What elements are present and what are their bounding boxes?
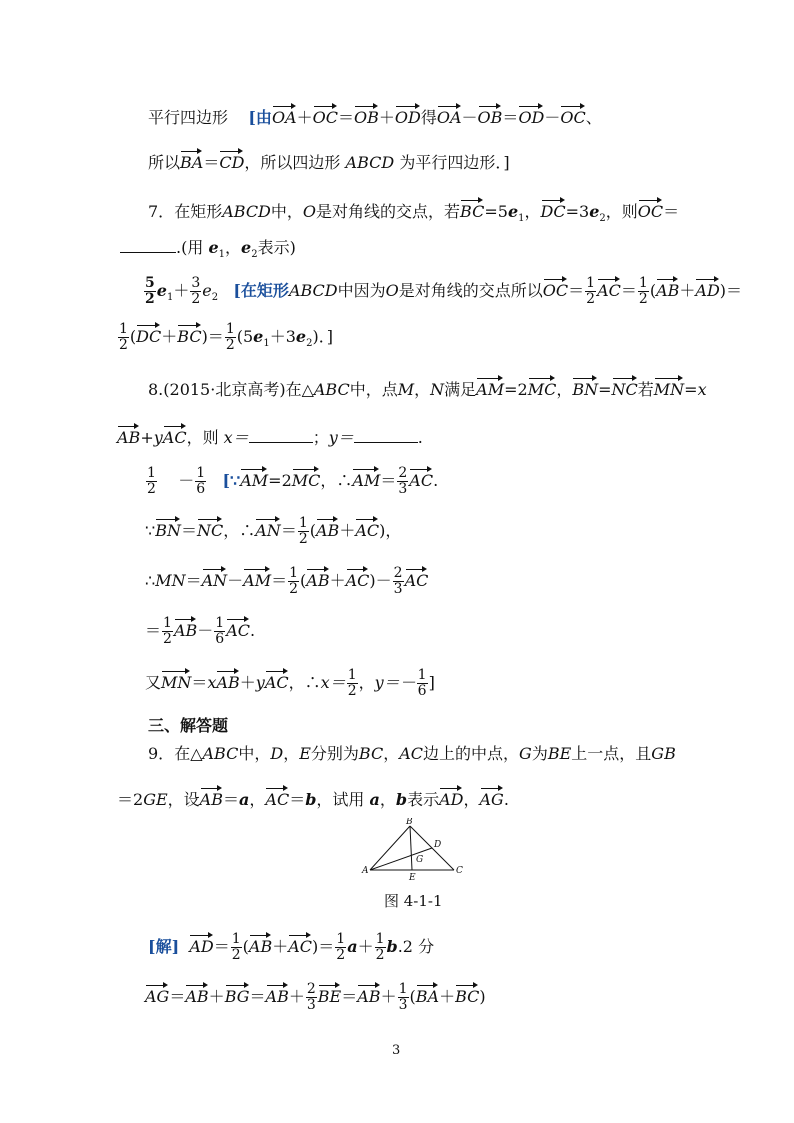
q7-o: O xyxy=(302,202,317,221)
q8-you: 又 xyxy=(145,673,162,692)
vector-symbol: OC xyxy=(638,198,663,220)
fraction: $\frac{2}{3}$ xyxy=(393,565,403,597)
q8-answer-line5: 又MN＝xAB＋yAC，∴x＝ $\frac{1}{2}$ ，y＝－ $\frac{1}{6}$ ] xyxy=(145,667,435,699)
vector-symbol: AC xyxy=(265,669,289,691)
q7-rect: ABCD xyxy=(288,281,338,300)
q7-eq: =5 xyxy=(484,202,508,221)
vector-symbol: AM xyxy=(243,567,271,589)
q8-therefore: ∴ xyxy=(239,521,256,540)
vector-symbol: MN xyxy=(161,669,191,691)
fraction: $\frac{1}{2}$ xyxy=(231,931,241,963)
q6-answer-label: 平行四边形 xyxy=(148,108,229,127)
q8-point: M xyxy=(397,380,415,399)
fraction: $\frac{1}{6}$ xyxy=(196,465,206,497)
quad-name: ABCD xyxy=(345,153,395,172)
vector-symbol: AM xyxy=(476,376,504,398)
q8-answer-line3: ∴MN＝AN－AM＝ $\frac{1}{2}$ (AB＋AC)－ $\frac{2}{3}$ AC xyxy=(145,565,429,597)
vector-symbol: MC xyxy=(528,376,557,398)
q8-text: ，则 xyxy=(186,428,219,447)
q9-text: ， xyxy=(383,744,400,763)
q8-answer-line1: $\frac{1}{2}$ － $\frac{1}{6}$ [∵AM=2MC，∴AM＝ $\frac{2}{3}$ AC. xyxy=(147,465,439,497)
q9-text: 表示 xyxy=(407,790,440,809)
q9-line2: ＝2GE，设AB＝a，AC＝b，试用 a，b表示AD，AG. xyxy=(117,786,509,810)
q7-hint: .(用 xyxy=(176,238,204,257)
vector-symbol: AB xyxy=(316,517,339,539)
vector-symbol: NC xyxy=(612,376,638,398)
q9-line1 xyxy=(148,744,676,764)
text-end: 为平行四边形．] xyxy=(399,153,510,172)
q7-answer-line1: $\frac{5}{2}$ $e_1+$ $\frac{3}{2}$ $e_2$ [在矩形ABCD中因为O是对角线的交点所以OC＝ $\frac{1}{2}$ AC＝ $\frac{1}{2}$ (AB＋AD)＝ xyxy=(145,275,743,307)
q7-ans-text: )．] xyxy=(312,327,333,346)
bracket-open: [由 xyxy=(248,108,272,127)
q9-a: a xyxy=(369,790,380,809)
vector-symbol: OB xyxy=(478,104,503,126)
q8-text: 中，点 xyxy=(349,380,398,399)
q7-hint: 表示) xyxy=(257,238,296,257)
q8-therefore: ∴ xyxy=(336,471,353,490)
vector-symbol: AB xyxy=(656,277,679,299)
q7-number: 7． xyxy=(148,202,175,221)
label-c: C xyxy=(456,866,463,876)
q8-therefore: ∴ xyxy=(304,673,321,692)
label-a: A xyxy=(362,866,369,876)
q8-text: 满足 xyxy=(444,380,477,399)
q9-text: ＝2 xyxy=(117,790,144,809)
q9-text: 边上的中点， xyxy=(423,744,520,763)
q8-line1 xyxy=(148,376,707,400)
q7-text: 是对角线的交点，若 xyxy=(316,202,461,221)
figure-caption: 图 4-1-1 xyxy=(384,892,443,910)
vector-symbol: BC xyxy=(460,198,484,220)
section-title: 三、解答题 xyxy=(148,716,229,735)
fraction: $\frac{1}{6}$ xyxy=(417,667,427,699)
fraction: $\frac{1}{6}$ xyxy=(215,615,225,647)
q8-x-ans: x＝ xyxy=(320,673,346,692)
q7-text: 中， xyxy=(270,202,303,221)
q7-ans-text: ＋3 xyxy=(269,327,296,346)
vector-symbol: AB xyxy=(185,983,208,1005)
vector-symbol: AG xyxy=(480,786,504,808)
vector-symbol: OB xyxy=(354,104,379,126)
q9-d: D xyxy=(270,744,284,763)
vector-symbol: AB xyxy=(266,983,289,1005)
q8-x: x xyxy=(697,380,707,399)
q8-answer-line4: ＝ $\frac{1}{2}$ AB－ $\frac{1}{6}$ AC. xyxy=(145,615,256,647)
fraction: $\frac{1}{2}$ xyxy=(225,321,235,353)
vector-symbol: AC xyxy=(409,467,433,489)
vector-symbol: OD xyxy=(518,104,544,126)
q9-ge: GE xyxy=(143,790,168,809)
vector-symbol: AG xyxy=(145,983,169,1005)
text-so: ，所以四边形 xyxy=(244,153,341,172)
vector-symbol: AN xyxy=(255,517,281,539)
q8-plus: + xyxy=(140,428,154,447)
vector-symbol: AB xyxy=(357,983,380,1005)
q7-text: ， xyxy=(524,202,541,221)
label-d: D xyxy=(434,840,442,850)
q8-line2 xyxy=(117,424,423,448)
q8-eq: = xyxy=(684,380,698,399)
q9-text: 中， xyxy=(238,744,271,763)
vector-symbol: OD xyxy=(395,104,421,126)
label-g: G xyxy=(416,855,424,865)
vector-symbol: BN xyxy=(155,517,181,539)
fraction: $\frac{2}{3}$ xyxy=(398,465,408,497)
q7-ans-text: 中因为 xyxy=(337,281,386,300)
score: 2 分 xyxy=(402,937,435,956)
fraction: $\frac{2}{3}$ xyxy=(306,981,316,1013)
q7-eq: =3 xyxy=(565,202,590,221)
q9-text: 在△ xyxy=(174,744,203,763)
fraction: $\frac{1}{2}$ xyxy=(347,667,357,699)
page-number: 3 xyxy=(392,1043,401,1058)
q8-period: . xyxy=(249,621,256,640)
vector-symbol: AM xyxy=(240,467,268,489)
q9-text: ，设 xyxy=(167,790,200,809)
q8-x-eq: x＝ xyxy=(223,428,249,447)
vector-symbol: OC xyxy=(313,104,338,126)
q9-solution-line1: [解] AD＝ $\frac{1}{2}$ (AB＋AC)＝ $\frac{1}{2}$ a＋ $\frac{1}{2}$ b.2 分 xyxy=(148,931,435,963)
vector-symbol: AC xyxy=(405,567,429,589)
q7-line1: 7．在矩形ABCD中，O是对角线的交点，若$BC=5e_1$，$DC=3e_2$，则OC＝ xyxy=(148,198,679,229)
q9-a: a xyxy=(239,790,250,809)
solution-tag: [解] xyxy=(148,937,180,956)
q9-gb: GB xyxy=(651,744,676,763)
q8-semi: ； xyxy=(312,428,329,447)
q8-point: N xyxy=(430,380,445,399)
vector-symbol: OC xyxy=(560,104,585,126)
vector-symbol: AC xyxy=(226,617,250,639)
q9-solution-line2: AG＝AB＋BG＝AB＋ $\frac{2}{3}$ BE＝AB＋ $\frac{1}{3}$ (BA＋BC) xyxy=(145,981,486,1013)
q7-ans-text: [在矩形 xyxy=(233,281,289,300)
vector-symbol: BE xyxy=(318,983,341,1005)
q6-answer-line2: 所以BA＝CD，所以四边形 ABCD 为平行四边形．] xyxy=(148,149,510,173)
q7-text: 在矩形 xyxy=(174,202,223,221)
q8-because: ∵ xyxy=(145,521,156,540)
q7-line2: .(用 $e_1$，$e_2$表示) xyxy=(120,238,296,265)
q8-source: (2015·北京高考) xyxy=(163,380,286,399)
q9-text: 为 xyxy=(531,744,548,763)
q9-ac: AC xyxy=(399,744,424,763)
text-suoyi: 所以 xyxy=(148,153,181,172)
vector-symbol: OC xyxy=(543,277,568,299)
q9-text: ， xyxy=(283,744,300,763)
label-b: B xyxy=(406,818,413,827)
q8-comma: ， xyxy=(414,380,431,399)
q6-answer-line1: 平行四边形 [由OA＋OC＝OB＋OD得OA－OB＝OD－OC、 xyxy=(148,104,602,128)
q8-text: 若 xyxy=(637,380,654,399)
vector-symbol: MN xyxy=(654,376,684,398)
answer-blank xyxy=(354,442,418,443)
vector-symbol: BA xyxy=(180,149,203,171)
q8-y-ans: y＝－ xyxy=(374,673,416,692)
fraction: $\frac{1}{2}$ xyxy=(289,565,299,597)
q8-text: ， xyxy=(556,380,573,399)
vector-symbol: NC xyxy=(197,517,223,539)
text-sep: 、 xyxy=(585,108,602,127)
q7-hint-sep: ， xyxy=(225,238,242,257)
vector-symbol: BC xyxy=(455,983,479,1005)
label-e: E xyxy=(409,873,416,882)
q8-eq: =2 xyxy=(504,380,528,399)
q7-o: O xyxy=(385,281,399,300)
vector-symbol: MC xyxy=(292,467,321,489)
q8-comma: ， xyxy=(288,673,305,692)
vector-symbol: AB xyxy=(216,669,239,691)
triangle-figure xyxy=(360,818,470,882)
vector-symbol: AD xyxy=(439,786,463,808)
q7-text: ，则 xyxy=(605,202,638,221)
q8-comma: ， xyxy=(320,471,337,490)
q9-g: G xyxy=(519,744,532,763)
q7-eq: ＝ xyxy=(663,202,680,221)
vector-symbol: OA xyxy=(437,104,462,126)
q9-b: b xyxy=(395,790,408,809)
vector-symbol: DC xyxy=(541,198,566,220)
q9-tri: ABC xyxy=(202,744,239,763)
q8-comma: ， xyxy=(223,521,240,540)
q8-close: ] xyxy=(428,673,435,692)
vector-symbol: AB xyxy=(306,567,329,589)
vector-symbol: BC xyxy=(177,323,201,345)
fraction: $\frac{1}{2}$ xyxy=(119,321,128,353)
fraction: $\frac{1}{3}$ xyxy=(398,981,408,1013)
vector-symbol: AD xyxy=(189,933,213,955)
vector-symbol: AB xyxy=(249,933,272,955)
vector-symbol: AN xyxy=(202,567,228,589)
q8-tri: ABC xyxy=(313,380,350,399)
q9-be: BE xyxy=(547,744,572,763)
vector-symbol: AB xyxy=(200,786,223,808)
q8-period: . xyxy=(433,471,439,490)
q8-y: y xyxy=(153,428,163,447)
q7-ans-text: (5 xyxy=(236,327,254,346)
q9-b: b xyxy=(305,790,317,809)
q7-eq: ＝ xyxy=(568,281,585,300)
q8-dot: . xyxy=(417,428,423,447)
vector-symbol: AD xyxy=(695,277,719,299)
q9-text: ，试用 xyxy=(316,790,365,809)
q7-rect: ABCD xyxy=(222,202,271,221)
q8-y-eq: y＝ xyxy=(328,428,354,447)
fraction: $\frac{1}{2}$ xyxy=(375,931,385,963)
text-de: 得 xyxy=(420,108,437,127)
vector-symbol: CD xyxy=(219,149,244,171)
q8-since: [∵ xyxy=(222,471,241,490)
q9-text: 上一点，且 xyxy=(571,744,652,763)
q9-text: 分别为 xyxy=(310,744,359,763)
fraction: $\frac{1}{2}$ xyxy=(336,931,346,963)
vector-symbol: AC xyxy=(163,424,187,446)
q8-answer-line2: ∵BN＝NC，∴AN＝ $\frac{1}{2}$ (AB＋AC)， xyxy=(145,515,402,547)
fraction: $\frac{1}{2}$ xyxy=(298,515,308,547)
vector-symbol: AC xyxy=(346,567,370,589)
q7-ans-text: 是对角线的交点所以 xyxy=(398,281,543,300)
q9-bc: BC xyxy=(358,744,384,763)
q8-eq: = xyxy=(598,380,612,399)
fraction: $\frac{1}{2}$ xyxy=(163,615,172,647)
vector-symbol: AC xyxy=(355,517,379,539)
answer-blank xyxy=(249,442,313,443)
fraction: $\frac{5}{2}$ xyxy=(145,275,155,307)
vector-symbol: BA xyxy=(416,983,439,1005)
vector-symbol: BG xyxy=(225,983,250,1005)
q9-e: E xyxy=(299,744,311,763)
fraction: $\frac{1}{2}$ xyxy=(147,465,156,497)
q8-mn: MN xyxy=(155,571,186,590)
section-heading xyxy=(148,716,228,736)
fraction: $\frac{3}{2}$ xyxy=(191,275,201,307)
q8-text: 在△ xyxy=(285,380,314,399)
vector-symbol: AB xyxy=(174,617,197,639)
fraction: $\frac{1}{2}$ xyxy=(638,275,648,307)
vector-symbol: AC xyxy=(265,786,289,808)
q8-therefore: ∴ xyxy=(145,571,156,590)
vector-symbol: AC xyxy=(288,933,312,955)
vector-symbol: OA xyxy=(272,104,297,126)
q9-number: 9． xyxy=(148,744,175,763)
vector-symbol: AC xyxy=(597,277,621,299)
q7-answer-line2: $\frac{1}{2}$ (DC＋BC)＝ $\frac{1}{2}$ $(5e_1+3e_2)$．] xyxy=(119,321,333,353)
vector-symbol: BN xyxy=(572,376,598,398)
segment-be xyxy=(410,826,412,870)
vector-symbol: DC xyxy=(136,323,161,345)
q8-number: 8. xyxy=(148,380,164,399)
vector-symbol: AB xyxy=(117,424,140,446)
vector-symbol: AM xyxy=(352,467,380,489)
fraction: $\frac{1}{2}$ xyxy=(586,275,596,307)
answer-blank xyxy=(120,252,176,253)
q8-eq: =2 xyxy=(268,471,292,490)
